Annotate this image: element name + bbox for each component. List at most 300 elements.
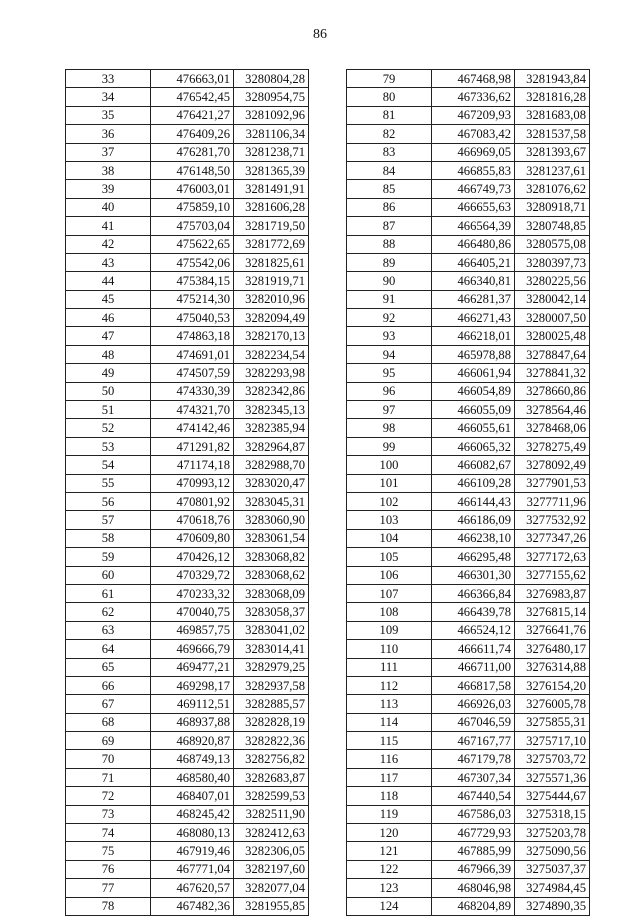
point-number-cell: 117 [347, 768, 432, 786]
y-coordinate-cell: 3282197,60 [234, 860, 309, 878]
x-coordinate-cell: 466969,05 [432, 143, 515, 161]
point-number-cell: 121 [347, 842, 432, 860]
table-body-left [66, 70, 309, 916]
point-number-cell: 37 [66, 143, 151, 161]
point-number-cell: 78 [66, 897, 151, 915]
table-row [347, 161, 590, 179]
y-coordinate-cell: 3281537,58 [515, 125, 590, 143]
x-coordinate-cell: 466055,61 [432, 419, 515, 437]
point-number-cell: 106 [347, 566, 432, 584]
point-number-cell: 83 [347, 143, 432, 161]
y-coordinate-cell: 3282885,57 [234, 695, 309, 713]
y-coordinate-cell: 3275318,15 [515, 805, 590, 823]
point-number-cell: 44 [66, 272, 151, 290]
y-coordinate-cell: 3283061,54 [234, 529, 309, 547]
x-coordinate-cell: 470329,72 [151, 566, 234, 584]
y-coordinate-cell: 3283020,47 [234, 474, 309, 492]
point-number-cell: 72 [66, 787, 151, 805]
x-coordinate-cell: 468580,40 [151, 768, 234, 786]
y-coordinate-cell: 3277155,62 [515, 566, 590, 584]
table-row [66, 529, 309, 547]
y-coordinate-cell: 3282937,58 [234, 676, 309, 694]
y-coordinate-cell: 3277532,92 [515, 511, 590, 529]
table-row [66, 824, 309, 842]
x-coordinate-cell: 476003,01 [151, 180, 234, 198]
x-coordinate-cell: 466238,10 [432, 529, 515, 547]
point-number-cell: 35 [66, 106, 151, 124]
table-row [347, 125, 590, 143]
x-coordinate-cell: 467586,03 [432, 805, 515, 823]
point-number-cell: 73 [66, 805, 151, 823]
point-number-cell: 122 [347, 860, 432, 878]
x-coordinate-cell: 468245,42 [151, 805, 234, 823]
table-row [347, 511, 590, 529]
table-row [347, 437, 590, 455]
table-row [66, 492, 309, 510]
table-row [66, 805, 309, 823]
table-row [66, 548, 309, 566]
y-coordinate-cell: 3278092,49 [515, 456, 590, 474]
point-number-cell: 34 [66, 88, 151, 106]
y-coordinate-cell: 3282345,13 [234, 401, 309, 419]
y-coordinate-cell: 3281238,71 [234, 143, 309, 161]
table-row [66, 842, 309, 860]
x-coordinate-cell: 466926,03 [432, 695, 515, 713]
y-coordinate-cell: 3281919,71 [234, 272, 309, 290]
point-number-cell: 112 [347, 676, 432, 694]
point-number-cell: 101 [347, 474, 432, 492]
page-number: 86 [313, 27, 327, 42]
table-row [66, 750, 309, 768]
point-number-cell: 86 [347, 198, 432, 216]
y-coordinate-cell: 3282683,87 [234, 768, 309, 786]
y-coordinate-cell: 3281772,69 [234, 235, 309, 253]
table-row [347, 787, 590, 805]
x-coordinate-cell: 467919,46 [151, 842, 234, 860]
table-row [347, 382, 590, 400]
x-coordinate-cell: 469666,79 [151, 640, 234, 658]
y-coordinate-cell: 3275203,78 [515, 824, 590, 842]
x-coordinate-cell: 468749,13 [151, 750, 234, 768]
point-number-cell: 94 [347, 345, 432, 363]
x-coordinate-cell: 470618,76 [151, 511, 234, 529]
y-coordinate-cell: 3280918,71 [515, 198, 590, 216]
y-coordinate-cell: 3280007,50 [515, 309, 590, 327]
y-coordinate-cell: 3282599,53 [234, 787, 309, 805]
x-coordinate-cell: 474321,70 [151, 401, 234, 419]
table-row [66, 217, 309, 235]
table-row [66, 474, 309, 492]
x-coordinate-cell: 474507,59 [151, 364, 234, 382]
y-coordinate-cell: 3275717,10 [515, 732, 590, 750]
table-row [347, 70, 590, 88]
x-coordinate-cell: 466281,37 [432, 290, 515, 308]
y-coordinate-cell: 3283041,02 [234, 621, 309, 639]
point-number-cell: 115 [347, 732, 432, 750]
table-row [66, 272, 309, 290]
y-coordinate-cell: 3277711,96 [515, 492, 590, 510]
table-row [66, 437, 309, 455]
table-row [66, 658, 309, 676]
coordinates-table-left [65, 69, 309, 916]
table-row [66, 566, 309, 584]
table-row [347, 401, 590, 419]
point-number-cell: 69 [66, 732, 151, 750]
x-coordinate-cell: 470993,12 [151, 474, 234, 492]
y-coordinate-cell: 3276005,78 [515, 695, 590, 713]
point-number-cell: 39 [66, 180, 151, 198]
point-number-cell: 42 [66, 235, 151, 253]
point-number-cell: 89 [347, 253, 432, 271]
y-coordinate-cell: 3275855,31 [515, 713, 590, 731]
y-coordinate-cell: 3282094,49 [234, 309, 309, 327]
table-row [347, 860, 590, 878]
point-number-cell: 61 [66, 584, 151, 602]
table-row [347, 584, 590, 602]
y-coordinate-cell: 3283014,41 [234, 640, 309, 658]
x-coordinate-cell: 475622,65 [151, 235, 234, 253]
x-coordinate-cell: 467440,54 [432, 787, 515, 805]
table-row [347, 235, 590, 253]
point-number-cell: 116 [347, 750, 432, 768]
y-coordinate-cell: 3276480,17 [515, 640, 590, 658]
y-coordinate-cell: 3283060,90 [234, 511, 309, 529]
table-row [347, 897, 590, 915]
x-coordinate-cell: 474142,46 [151, 419, 234, 437]
x-coordinate-cell: 476542,45 [151, 88, 234, 106]
x-coordinate-cell: 468046,98 [432, 879, 515, 897]
point-number-cell: 48 [66, 345, 151, 363]
y-coordinate-cell: 3282412,63 [234, 824, 309, 842]
x-coordinate-cell: 475384,15 [151, 272, 234, 290]
point-number-cell: 50 [66, 382, 151, 400]
x-coordinate-cell: 469477,21 [151, 658, 234, 676]
y-coordinate-cell: 3283068,09 [234, 584, 309, 602]
table-row [66, 143, 309, 161]
y-coordinate-cell: 3280804,28 [234, 70, 309, 88]
x-coordinate-cell: 468407,01 [151, 787, 234, 805]
x-coordinate-cell: 468920,87 [151, 732, 234, 750]
table-row [66, 70, 309, 88]
point-number-cell: 90 [347, 272, 432, 290]
point-number-cell: 51 [66, 401, 151, 419]
point-number-cell: 82 [347, 125, 432, 143]
y-coordinate-cell: 3281393,67 [515, 143, 590, 161]
x-coordinate-cell: 466855,83 [432, 161, 515, 179]
table-row [66, 401, 309, 419]
y-coordinate-cell: 3281076,62 [515, 180, 590, 198]
y-coordinate-cell: 3280042,14 [515, 290, 590, 308]
point-number-cell: 71 [66, 768, 151, 786]
point-number-cell: 40 [66, 198, 151, 216]
point-number-cell: 36 [66, 125, 151, 143]
table-row [347, 824, 590, 842]
point-number-cell: 80 [347, 88, 432, 106]
table-row [66, 345, 309, 363]
x-coordinate-cell: 467771,04 [151, 860, 234, 878]
x-coordinate-cell: 469298,17 [151, 676, 234, 694]
point-number-cell: 85 [347, 180, 432, 198]
y-coordinate-cell: 3278275,49 [515, 437, 590, 455]
point-number-cell: 43 [66, 253, 151, 271]
table-row [347, 713, 590, 731]
y-coordinate-cell: 3278564,46 [515, 401, 590, 419]
table-row [347, 290, 590, 308]
table-row [347, 198, 590, 216]
y-coordinate-cell: 3282077,04 [234, 879, 309, 897]
table-row [66, 88, 309, 106]
y-coordinate-cell: 3275444,67 [515, 787, 590, 805]
table-row [347, 732, 590, 750]
y-coordinate-cell: 3282385,94 [234, 419, 309, 437]
y-coordinate-cell: 3276641,76 [515, 621, 590, 639]
y-coordinate-cell: 3276314,88 [515, 658, 590, 676]
point-number-cell: 64 [66, 640, 151, 658]
x-coordinate-cell: 466817,58 [432, 676, 515, 694]
table-row [347, 695, 590, 713]
point-number-cell: 76 [66, 860, 151, 878]
point-number-cell: 62 [66, 603, 151, 621]
y-coordinate-cell: 3281955,85 [234, 897, 309, 915]
table-row [347, 640, 590, 658]
x-coordinate-cell: 475542,06 [151, 253, 234, 271]
x-coordinate-cell: 466055,09 [432, 401, 515, 419]
point-number-cell: 49 [66, 364, 151, 382]
y-coordinate-cell: 3275571,36 [515, 768, 590, 786]
point-number-cell: 81 [347, 106, 432, 124]
table-row [347, 621, 590, 639]
y-coordinate-cell: 3275037,37 [515, 860, 590, 878]
point-number-cell: 87 [347, 217, 432, 235]
table-row [66, 253, 309, 271]
x-coordinate-cell: 467482,36 [151, 897, 234, 915]
x-coordinate-cell: 476409,26 [151, 125, 234, 143]
x-coordinate-cell: 467336,62 [432, 88, 515, 106]
table-row [66, 713, 309, 731]
point-number-cell: 84 [347, 161, 432, 179]
table-row [347, 253, 590, 271]
table-row [66, 860, 309, 878]
point-number-cell: 38 [66, 161, 151, 179]
point-number-cell: 60 [66, 566, 151, 584]
point-number-cell: 124 [347, 897, 432, 915]
point-number-cell: 102 [347, 492, 432, 510]
point-number-cell: 58 [66, 529, 151, 547]
y-coordinate-cell: 3282828,19 [234, 713, 309, 731]
x-coordinate-cell: 466366,84 [432, 584, 515, 602]
x-coordinate-cell: 466480,86 [432, 235, 515, 253]
y-coordinate-cell: 3275090,56 [515, 842, 590, 860]
y-coordinate-cell: 3282293,98 [234, 364, 309, 382]
y-coordinate-cell: 3281092,96 [234, 106, 309, 124]
table-row [66, 879, 309, 897]
point-number-cell: 105 [347, 548, 432, 566]
x-coordinate-cell: 474330,39 [151, 382, 234, 400]
table-row [347, 217, 590, 235]
point-number-cell: 70 [66, 750, 151, 768]
table-row [66, 290, 309, 308]
x-coordinate-cell: 467966,39 [432, 860, 515, 878]
x-coordinate-cell: 474863,18 [151, 327, 234, 345]
y-coordinate-cell: 3281825,61 [234, 253, 309, 271]
table-row [347, 529, 590, 547]
point-number-cell: 66 [66, 676, 151, 694]
table-row [66, 768, 309, 786]
x-coordinate-cell: 467209,93 [432, 106, 515, 124]
y-coordinate-cell: 3281719,50 [234, 217, 309, 235]
y-coordinate-cell: 3280575,08 [515, 235, 590, 253]
point-number-cell: 110 [347, 640, 432, 658]
point-number-cell: 98 [347, 419, 432, 437]
y-coordinate-cell: 3277172,63 [515, 548, 590, 566]
y-coordinate-cell: 3274984,45 [515, 879, 590, 897]
x-coordinate-cell: 467468,98 [432, 70, 515, 88]
table-row [347, 566, 590, 584]
point-number-cell: 123 [347, 879, 432, 897]
x-coordinate-cell: 467167,77 [432, 732, 515, 750]
point-number-cell: 54 [66, 456, 151, 474]
point-number-cell: 99 [347, 437, 432, 455]
x-coordinate-cell: 466144,43 [432, 492, 515, 510]
y-coordinate-cell: 3283058,37 [234, 603, 309, 621]
x-coordinate-cell: 467083,42 [432, 125, 515, 143]
point-number-cell: 108 [347, 603, 432, 621]
point-number-cell: 111 [347, 658, 432, 676]
table-row [347, 309, 590, 327]
y-coordinate-cell: 3280748,85 [515, 217, 590, 235]
table-row [347, 419, 590, 437]
y-coordinate-cell: 3278660,86 [515, 382, 590, 400]
x-coordinate-cell: 466109,28 [432, 474, 515, 492]
x-coordinate-cell: 475040,53 [151, 309, 234, 327]
x-coordinate-cell: 466524,12 [432, 621, 515, 639]
point-number-cell: 97 [347, 401, 432, 419]
table-row [347, 456, 590, 474]
y-coordinate-cell: 3281606,28 [234, 198, 309, 216]
x-coordinate-cell: 476281,70 [151, 143, 234, 161]
point-number-cell: 114 [347, 713, 432, 731]
x-coordinate-cell: 466065,32 [432, 437, 515, 455]
x-coordinate-cell: 467046,59 [432, 713, 515, 731]
point-number-cell: 65 [66, 658, 151, 676]
point-number-cell: 56 [66, 492, 151, 510]
y-coordinate-cell: 3282964,87 [234, 437, 309, 455]
x-coordinate-cell: 475703,04 [151, 217, 234, 235]
point-number-cell: 52 [66, 419, 151, 437]
y-coordinate-cell: 3282010,96 [234, 290, 309, 308]
x-coordinate-cell: 467729,93 [432, 824, 515, 842]
x-coordinate-cell: 466061,94 [432, 364, 515, 382]
table-row [347, 88, 590, 106]
table-row [66, 511, 309, 529]
point-number-cell: 74 [66, 824, 151, 842]
table-row [347, 492, 590, 510]
table-row [347, 750, 590, 768]
point-number-cell: 41 [66, 217, 151, 235]
table-body-right [347, 70, 590, 916]
y-coordinate-cell: 3283045,31 [234, 492, 309, 510]
table-row [66, 125, 309, 143]
point-number-cell: 95 [347, 364, 432, 382]
y-coordinate-cell: 3280025,48 [515, 327, 590, 345]
table-row [347, 842, 590, 860]
y-coordinate-cell: 3278847,64 [515, 345, 590, 363]
x-coordinate-cell: 470609,80 [151, 529, 234, 547]
table-row [66, 695, 309, 713]
x-coordinate-cell: 476148,50 [151, 161, 234, 179]
table-row [66, 180, 309, 198]
y-coordinate-cell: 3282234,54 [234, 345, 309, 363]
table-row [347, 768, 590, 786]
table-row [347, 345, 590, 363]
point-number-cell: 79 [347, 70, 432, 88]
table-row [66, 419, 309, 437]
x-coordinate-cell: 465978,88 [432, 345, 515, 363]
x-coordinate-cell: 469112,51 [151, 695, 234, 713]
y-coordinate-cell: 3281365,39 [234, 161, 309, 179]
point-number-cell: 120 [347, 824, 432, 842]
y-coordinate-cell: 3281491,91 [234, 180, 309, 198]
table-row [66, 603, 309, 621]
x-coordinate-cell: 471174,18 [151, 456, 234, 474]
table-row [347, 272, 590, 290]
table-row [66, 732, 309, 750]
y-coordinate-cell: 3282988,70 [234, 456, 309, 474]
y-coordinate-cell: 3278841,32 [515, 364, 590, 382]
point-number-cell: 55 [66, 474, 151, 492]
point-number-cell: 33 [66, 70, 151, 88]
table-row [347, 603, 590, 621]
table-row [66, 621, 309, 639]
point-number-cell: 46 [66, 309, 151, 327]
x-coordinate-cell: 466301,30 [432, 566, 515, 584]
table-row [347, 658, 590, 676]
y-coordinate-cell: 3282756,82 [234, 750, 309, 768]
point-number-cell: 93 [347, 327, 432, 345]
table-row [66, 235, 309, 253]
y-coordinate-cell: 3283068,62 [234, 566, 309, 584]
y-coordinate-cell: 3280397,73 [515, 253, 590, 271]
x-coordinate-cell: 476663,01 [151, 70, 234, 88]
x-coordinate-cell: 466439,78 [432, 603, 515, 621]
x-coordinate-cell: 474691,01 [151, 345, 234, 363]
table-row [66, 456, 309, 474]
y-coordinate-cell: 3283068,82 [234, 548, 309, 566]
x-coordinate-cell: 475859,10 [151, 198, 234, 216]
table-row [66, 106, 309, 124]
table-row [347, 106, 590, 124]
y-coordinate-cell: 3274890,35 [515, 897, 590, 915]
x-coordinate-cell: 466054,89 [432, 382, 515, 400]
table-row [347, 180, 590, 198]
y-coordinate-cell: 3282822,36 [234, 732, 309, 750]
point-number-cell: 107 [347, 584, 432, 602]
x-coordinate-cell: 467885,99 [432, 842, 515, 860]
y-coordinate-cell: 3281816,28 [515, 88, 590, 106]
point-number-cell: 104 [347, 529, 432, 547]
y-coordinate-cell: 3278468,06 [515, 419, 590, 437]
y-coordinate-cell: 3282306,05 [234, 842, 309, 860]
point-number-cell: 91 [347, 290, 432, 308]
table-row [347, 548, 590, 566]
point-number-cell: 103 [347, 511, 432, 529]
x-coordinate-cell: 470426,12 [151, 548, 234, 566]
x-coordinate-cell: 475214,30 [151, 290, 234, 308]
x-coordinate-cell: 466711,00 [432, 658, 515, 676]
y-coordinate-cell: 3277901,53 [515, 474, 590, 492]
x-coordinate-cell: 468937,88 [151, 713, 234, 731]
x-coordinate-cell: 467620,57 [151, 879, 234, 897]
